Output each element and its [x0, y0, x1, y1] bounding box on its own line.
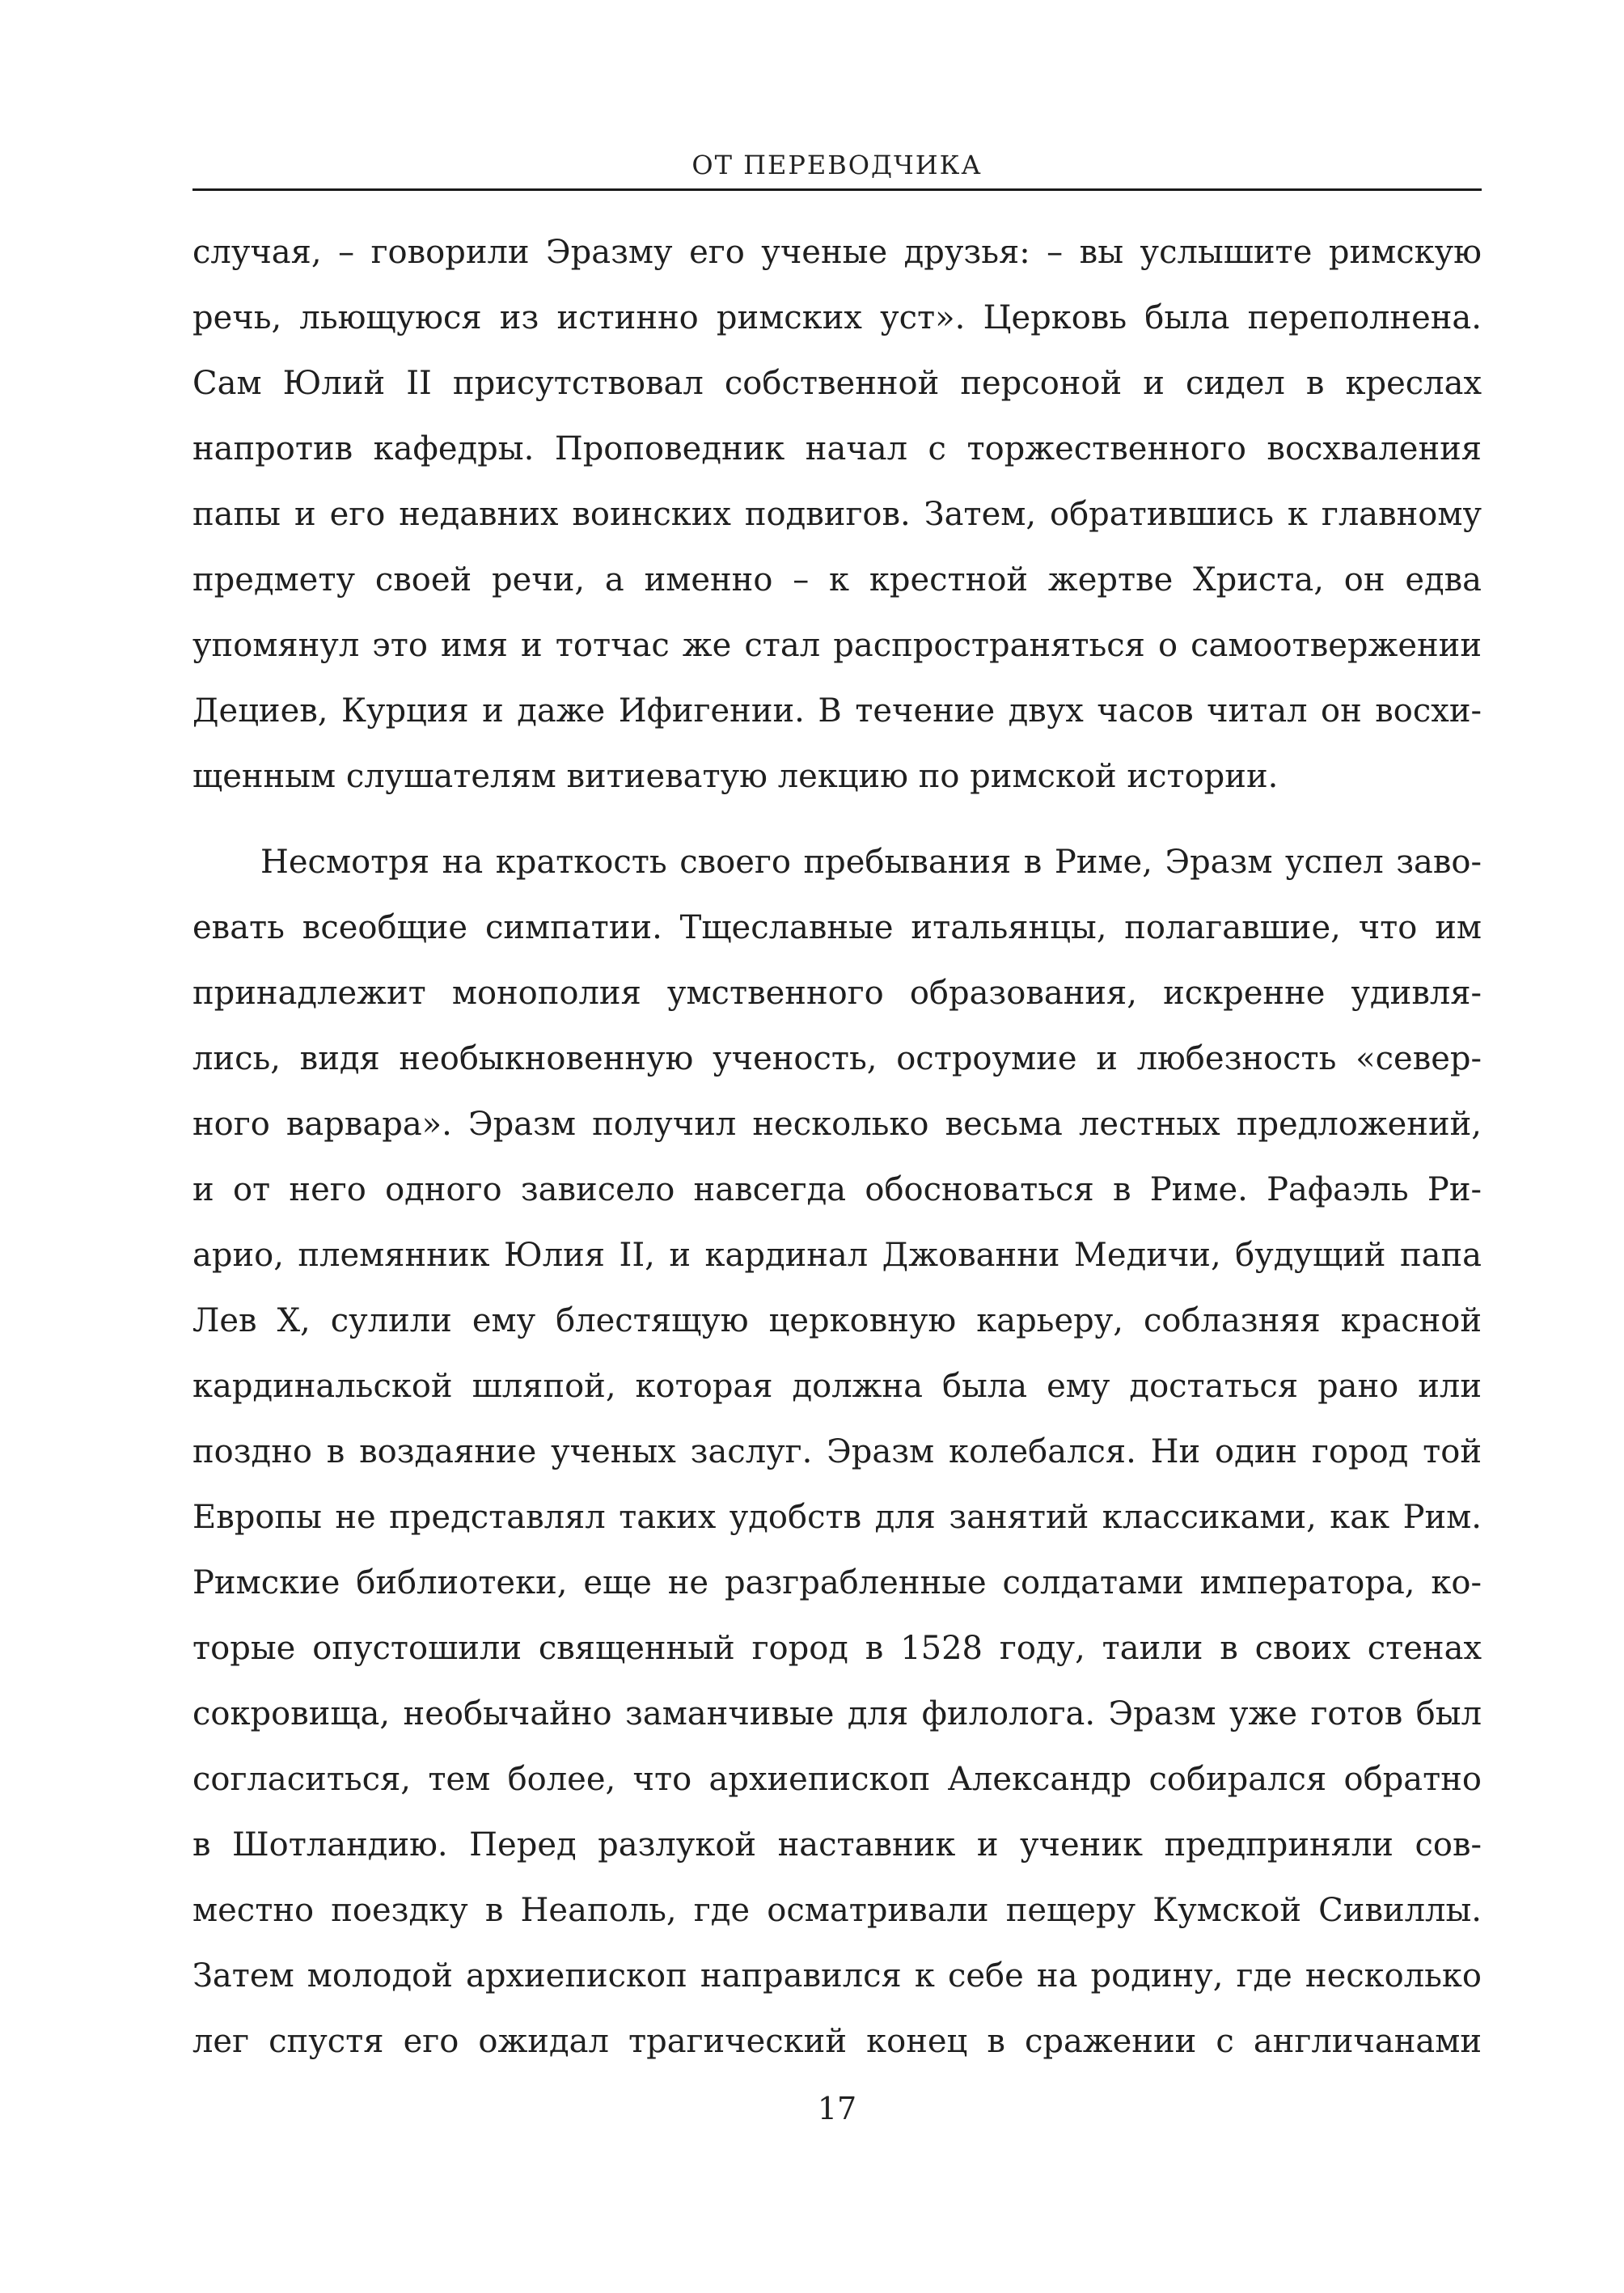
text-line: поздно в воздаяние ученых заслуг. Эразм колебался. Ни один город той	[192, 1433, 1482, 1470]
text-line: арио, племянник Юлия II, и кардинал Джованни Медичи, будущий папа	[192, 1237, 1482, 1274]
text-line: щенным слушателям витиеватую лекцию по римской истории.	[192, 758, 1279, 795]
text-line: принадлежит монополия умственного образования, искренне удивля-	[192, 975, 1482, 1012]
text-line: Европы не представлял таких удобств для занятий классиками, как Рим.	[192, 1499, 1482, 1536]
text-line: лись, видя необыкновенную ученость, остроумие и любезность «север-	[192, 1040, 1482, 1077]
paragraph-1	[192, 220, 1482, 810]
text-line: речь, льющуюся из истинно римских уст». Церковь была переполнена.	[192, 299, 1482, 336]
text-line: Сам Юлий II присутствовал собственной персоной и сидел в креслах	[192, 365, 1482, 402]
text-line: местно поездку в Неаполь, где осматривали пещеру Кумской Сивиллы.	[192, 1892, 1482, 1929]
text-line: Несмотря на краткость своего пребывания в Риме, Эразм успел заво-	[260, 844, 1482, 881]
text-line: кардинальской шляпой, которая должна была ему достаться рано или	[192, 1368, 1482, 1405]
text-line: ного варвара». Эразм получил несколько весьма лестных предложений,	[192, 1106, 1482, 1143]
paragraph-2	[192, 830, 1482, 2075]
running-head: ОТ ПЕРЕВОДЧИКА	[691, 150, 983, 180]
page-body	[192, 220, 1482, 2075]
text-line: в Шотландию. Перед разлукой наставник и ученик предприняли сов-	[192, 1826, 1482, 1864]
text-line: сокровища, необычайно заманчивые для филолога. Эразм уже готов был	[192, 1695, 1482, 1732]
paragraph-gap	[192, 810, 1482, 830]
text-line: Затем молодой архиепископ направился к себе на родину, где несколько	[192, 1957, 1482, 1995]
page-number: 17	[817, 2091, 857, 2126]
text-line: евать всеобщие симпатии. Тщеславные итальянцы, полагавшие, что им	[192, 909, 1482, 946]
header-rule	[192, 188, 1482, 191]
text-line: согласиться, тем более, что архиепископ Александр собирался обратно	[192, 1761, 1482, 1798]
text-line: лег спустя его ожидал трагический конец в сражении с англичанами	[192, 2023, 1482, 2060]
text-line: Дециев, Курция и даже Ифигении. В течение двух часов читал он восхи-	[192, 692, 1482, 730]
text-line: торые опустошили священный город в 1528 году, таили в своих стенах	[192, 1630, 1482, 1667]
text-line: папы и его недавних воинских подвигов. Затем, обратившись к главному	[192, 496, 1482, 533]
text-line: напротив кафедры. Проповедник начал с торжественного восхваления	[192, 430, 1482, 467]
text-line: предмету своей речи, а именно – к крестной жертве Христа, он едва	[192, 561, 1482, 599]
text-line: и от него одного зависело навсегда обосноваться в Риме. Рафаэль Ри-	[192, 1171, 1482, 1208]
text-line: упомянул это имя и тотчас же стал распространяться о самоотвержении	[192, 627, 1482, 664]
text-line: случая, – говорили Эразму его ученые друзья: – вы услышите римскую	[192, 234, 1482, 271]
text-line: Римские библиотеки, еще не разграбленные солдатами императора, ко-	[192, 1564, 1482, 1601]
text-line: Лев X, сулили ему блестящую церковную карьеру, соблазняя красной	[192, 1302, 1482, 1339]
